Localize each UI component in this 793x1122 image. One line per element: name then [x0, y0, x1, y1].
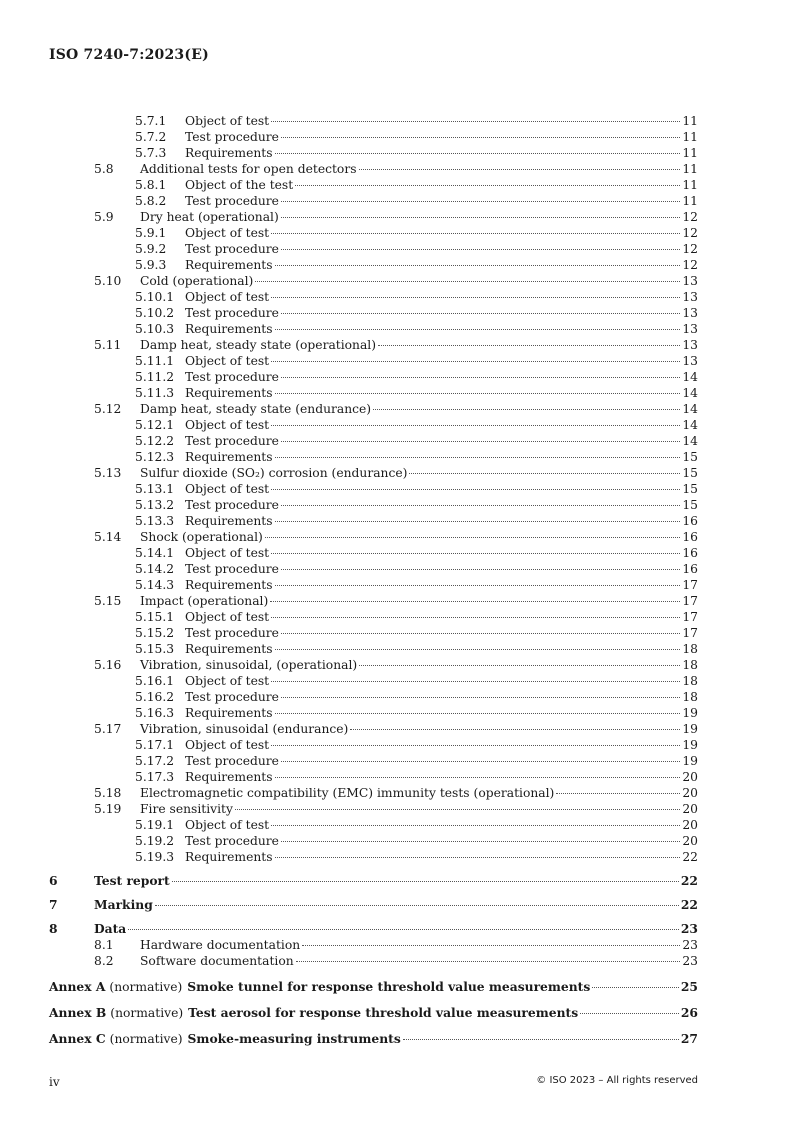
toc-entry[interactable] [135, 545, 698, 561]
toc-leader-dots [275, 521, 681, 522]
toc-entry-page: 14 [682, 418, 698, 432]
toc-entry-title: Test aerosol for response threshold value measurements [188, 1005, 579, 1020]
toc-entry-title: Requirements [185, 258, 273, 272]
toc-entry-title: Damp heat, steady state (operational) [140, 338, 377, 352]
toc-entry-page: 14 [682, 434, 698, 448]
toc-entry-page: 15 [682, 466, 698, 480]
toc-entry-title: Hardware documentation [140, 938, 301, 952]
toc-entry[interactable] [135, 417, 698, 433]
toc-entry-page: 16 [682, 562, 698, 576]
toc-entry-number: 5.16.3 [135, 706, 175, 720]
toc-entry-page: 20 [682, 770, 698, 784]
toc-entry-number: 5.12.2 [135, 434, 175, 448]
toc-entry-number: 5.8.1 [135, 178, 167, 192]
toc-entry-number: 5.10 [94, 274, 122, 288]
toc-leader-dots [281, 441, 680, 442]
toc-entry[interactable] [135, 129, 698, 145]
toc-entry[interactable] [135, 257, 698, 273]
toc-entry-number: 5.9.1 [135, 226, 167, 240]
toc-entry[interactable] [135, 113, 698, 129]
toc-entry-number: 5.15 [94, 594, 122, 608]
toc-entry-page: 15 [682, 450, 698, 464]
toc-entry-page: 11 [682, 130, 698, 144]
toc-leader-dots [281, 569, 680, 570]
toc-entry-title: Object of test [185, 226, 270, 240]
toc-entry[interactable] [135, 321, 698, 337]
toc-leader-dots [255, 281, 680, 282]
toc-leader-dots [271, 681, 680, 682]
toc-leader-dots [373, 409, 680, 410]
toc-entry[interactable] [135, 849, 698, 865]
toc-entry[interactable] [135, 289, 698, 305]
toc-entry-number: 7 [49, 897, 58, 912]
toc-entry-page: 13 [682, 322, 698, 336]
toc-entry-title: Cold (operational) [140, 274, 254, 288]
toc-entry-title: Object of test [185, 418, 270, 432]
toc-entry-number: 5.14.2 [135, 562, 175, 576]
toc-entry-number: 5.7.3 [135, 146, 167, 160]
toc-entry[interactable] [94, 161, 698, 177]
toc-entry-number: 5.10.2 [135, 306, 175, 320]
toc-entry-page: 18 [682, 642, 698, 656]
toc-leader-dots [275, 777, 681, 778]
toc-leader-dots [378, 345, 680, 346]
toc-entry[interactable] [94, 657, 698, 673]
toc-entry-number: 5.18 [94, 786, 122, 800]
toc-leader-dots [271, 297, 680, 298]
toc-entry-page: 27 [680, 1031, 698, 1046]
toc-entry-number: Annex B [49, 1005, 107, 1020]
toc-leader-dots [580, 1013, 679, 1014]
toc-entry-title: Requirements [185, 706, 273, 720]
toc-entry-number: 5.9.2 [135, 242, 167, 256]
toc-entry[interactable] [135, 513, 698, 529]
toc-entry[interactable] [135, 353, 698, 369]
toc-entry-number: 5.19.3 [135, 850, 175, 864]
toc-entry-number: 5.11.2 [135, 370, 175, 384]
toc-entry[interactable] [135, 673, 698, 689]
toc-entry-title: Additional tests for open detectors [140, 162, 357, 176]
toc-entry[interactable] [135, 369, 698, 385]
toc-entry-page: 23 [680, 921, 698, 936]
toc-entry[interactable] [49, 1005, 698, 1021]
toc-entry-number: 5.17 [94, 722, 122, 736]
toc-entry[interactable] [49, 897, 698, 913]
toc-entry[interactable] [135, 177, 698, 193]
toc-leader-dots [275, 393, 681, 394]
toc-entry-number: 8.2 [94, 954, 114, 968]
toc-entry[interactable] [135, 305, 698, 321]
toc-entry-title: Object of test [185, 354, 270, 368]
toc-entry-title: Requirements [185, 514, 273, 528]
toc-entry-number: 5.11.3 [135, 386, 175, 400]
toc-leader-dots [359, 665, 680, 666]
toc-entry[interactable] [135, 817, 698, 833]
toc-entry-number: 5.16.2 [135, 690, 175, 704]
toc-entry-title: Object of test [185, 114, 270, 128]
toc-entry-page: 19 [682, 754, 698, 768]
toc-entry-title: Requirements [185, 322, 273, 336]
toc-entry-page: 23 [682, 954, 698, 968]
toc-entry-title: Test procedure [185, 626, 279, 640]
toc-entry-number: 5.10.1 [135, 290, 175, 304]
toc-entry-number: 5.10.3 [135, 322, 175, 336]
toc-entry-title: Test procedure [185, 498, 279, 512]
toc-entry-title: Impact (operational) [140, 594, 269, 608]
toc-entry-number: 5.19.2 [135, 834, 175, 848]
toc-entry-qualifier: (normative) [109, 1032, 183, 1046]
toc-entry-page: 11 [682, 162, 698, 176]
toc-leader-dots [265, 537, 681, 538]
toc-entry-title: Requirements [185, 450, 273, 464]
toc-entry-page: 12 [682, 210, 698, 224]
toc-entry-page: 18 [682, 674, 698, 688]
toc-leader-dots [281, 697, 680, 698]
toc-entry-page: 16 [682, 530, 698, 544]
toc-entry-title: Requirements [185, 146, 273, 160]
toc-entry-page: 17 [682, 594, 698, 608]
toc-entry-page: 16 [682, 546, 698, 560]
toc-entry-page: 18 [682, 690, 698, 704]
toc-entry-title: Object of test [185, 546, 270, 560]
toc-leader-dots [295, 185, 680, 186]
toc-entry-page: 12 [682, 242, 698, 256]
toc-entry[interactable] [135, 145, 698, 161]
toc-entry-number: 5.19 [94, 802, 122, 816]
toc-entry-title: Sulfur dioxide (SO₂) corrosion (endurance) [140, 466, 408, 480]
toc-entry-title: Requirements [185, 642, 273, 656]
toc-entry[interactable] [94, 529, 698, 545]
page-number: iv [49, 1075, 60, 1089]
toc-entry[interactable] [94, 401, 698, 417]
toc-entry-title: Test procedure [185, 754, 279, 768]
toc-leader-dots [281, 505, 680, 506]
toc-entry[interactable] [135, 641, 698, 657]
toc-entry-page: 19 [682, 722, 698, 736]
toc-leader-dots [275, 649, 681, 650]
toc-entry[interactable] [135, 193, 698, 209]
toc-entry-number: 5.12.3 [135, 450, 175, 464]
toc-leader-dots [275, 857, 681, 858]
toc-entry-title: Test procedure [185, 690, 279, 704]
toc-entry-title: Dry heat (operational) [140, 210, 279, 224]
toc-entry-page: 15 [682, 482, 698, 496]
toc-leader-dots [271, 553, 680, 554]
toc-entry-page: 17 [682, 610, 698, 624]
toc-entry-title: Vibration, sinusoidal (endurance) [140, 722, 349, 736]
toc-entry-title: Electromagnetic compatibility (EMC) immunity tests (operational) [140, 786, 555, 800]
toc-entry-number: 5.8 [94, 162, 114, 176]
toc-entry-page: 15 [682, 498, 698, 512]
copyright-notice: © ISO 2023 – All rights reserved [536, 1075, 698, 1086]
toc-entry[interactable] [49, 979, 698, 995]
toc-leader-dots [403, 1039, 679, 1040]
toc-entry-title: Test procedure [185, 434, 279, 448]
toc-entry-title: Test procedure [185, 194, 279, 208]
toc-leader-dots [271, 425, 680, 426]
toc-entry-number: 5.9 [94, 210, 114, 224]
toc-leader-dots [275, 457, 681, 458]
toc-leader-dots [592, 987, 679, 988]
toc-entry-page: 26 [680, 1005, 698, 1020]
toc-entry[interactable] [94, 273, 698, 289]
toc-leader-dots [275, 265, 681, 266]
toc-entry[interactable] [135, 625, 698, 641]
toc-entry[interactable] [94, 593, 698, 609]
toc-entry-title: Requirements [185, 578, 273, 592]
toc-entry-page: 11 [682, 114, 698, 128]
toc-leader-dots [271, 361, 680, 362]
toc-entry-title: Requirements [185, 850, 273, 864]
toc-leader-dots [281, 633, 680, 634]
toc-entry-number: 5.14.3 [135, 578, 175, 592]
toc-entry-page: 17 [682, 578, 698, 592]
toc-entry-title: Fire sensitivity [140, 802, 233, 816]
toc-entry[interactable] [135, 833, 698, 849]
toc-entry[interactable] [94, 209, 698, 225]
toc-leader-dots [281, 377, 680, 378]
toc-leader-dots [271, 745, 680, 746]
toc-entry-number: 5.7.2 [135, 130, 167, 144]
toc-entry-page: 13 [682, 354, 698, 368]
toc-entry-page: 14 [682, 402, 698, 416]
toc-entry-number: 5.17.3 [135, 770, 175, 784]
toc-leader-dots [172, 881, 679, 882]
toc-entry-page: 11 [682, 194, 698, 208]
toc-leader-dots [155, 905, 679, 906]
toc-entry-page: 12 [682, 226, 698, 240]
toc-leader-dots [275, 153, 681, 154]
toc-entry-number: 5.14 [94, 530, 122, 544]
toc-entry-title: Test report [94, 873, 170, 888]
toc-entry[interactable] [135, 225, 698, 241]
toc-leader-dots [281, 313, 680, 314]
toc-entry-title: Object of test [185, 482, 270, 496]
toc-entry-title: Test procedure [185, 306, 279, 320]
toc-entry-number: 5.11 [94, 338, 122, 352]
toc-entry-page: 11 [682, 178, 698, 192]
toc-entry[interactable] [135, 497, 698, 513]
toc-entry-number: 5.12.1 [135, 418, 175, 432]
toc-entry-page: 20 [682, 786, 698, 800]
toc-leader-dots [281, 137, 680, 138]
toc-entry-page: 13 [682, 306, 698, 320]
toc-leader-dots [271, 233, 680, 234]
toc-entry-page: 22 [680, 897, 698, 912]
toc-entry[interactable] [49, 1031, 698, 1047]
toc-leader-dots [296, 961, 681, 962]
toc-leader-dots [350, 729, 680, 730]
toc-leader-dots [271, 121, 680, 122]
toc-entry-number: 5.13.2 [135, 498, 175, 512]
toc-entry-number: 8 [49, 921, 58, 936]
toc-entry[interactable] [135, 769, 698, 785]
toc-entry-page: 11 [682, 146, 698, 160]
toc-entry-title: Test procedure [185, 834, 279, 848]
toc-entry-page: 13 [682, 290, 698, 304]
toc-entry-page: 14 [682, 386, 698, 400]
toc-entry-number: 6 [49, 873, 58, 888]
toc-entry-title: Shock (operational) [140, 530, 263, 544]
toc-leader-dots [281, 201, 680, 202]
toc-entry[interactable] [49, 873, 698, 889]
toc-leader-dots [275, 585, 681, 586]
toc-entry[interactable] [135, 561, 698, 577]
toc-entry[interactable] [135, 689, 698, 705]
toc-entry[interactable] [135, 705, 698, 721]
toc-entry-page: 16 [682, 514, 698, 528]
toc-entry-number: 5.17.1 [135, 738, 175, 752]
toc-entry-number: 5.12 [94, 402, 122, 416]
toc-leader-dots [281, 217, 681, 218]
toc-entry-page: 23 [682, 938, 698, 952]
toc-leader-dots [281, 249, 680, 250]
toc-entry-title: Data [94, 921, 127, 936]
toc-entry-title: Object of test [185, 610, 270, 624]
toc-entry-page: 22 [682, 850, 698, 864]
toc-entry-page: 20 [682, 818, 698, 832]
toc-entry-page: 12 [682, 258, 698, 272]
toc-leader-dots [235, 809, 680, 810]
toc-entry-number: 5.15.3 [135, 642, 175, 656]
toc-entry-page: 20 [682, 834, 698, 848]
toc-entry-qualifier: (normative) [110, 1006, 184, 1020]
toc-entry[interactable] [94, 465, 698, 481]
toc-entry-number: 5.19.1 [135, 818, 175, 832]
toc-entry-title: Test procedure [185, 370, 279, 384]
toc-entry[interactable] [135, 737, 698, 753]
toc-entry-title: Object of test [185, 818, 270, 832]
toc-leader-dots [281, 841, 680, 842]
toc-entry-page: 13 [682, 338, 698, 352]
toc-entry-page: 22 [680, 873, 698, 888]
toc-entry-number: 5.11.1 [135, 354, 175, 368]
toc-entry[interactable] [135, 433, 698, 449]
toc-entry[interactable] [94, 785, 698, 801]
toc-entry-title: Object of the test [185, 178, 294, 192]
toc-entry-title: Test procedure [185, 562, 279, 576]
toc-entry[interactable] [94, 937, 698, 953]
toc-entry-title: Software documentation [140, 954, 294, 968]
toc-entry-page: 25 [680, 979, 698, 994]
toc-entry-page: 14 [682, 370, 698, 384]
toc-entry-number: 5.9.3 [135, 258, 167, 272]
toc-entry-page: 13 [682, 274, 698, 288]
toc-leader-dots [409, 473, 680, 474]
toc-entry[interactable] [135, 385, 698, 401]
toc-entry-number: 5.7.1 [135, 114, 167, 128]
toc-entry-title: Smoke-measuring instruments [187, 1031, 401, 1046]
toc-leader-dots [275, 713, 681, 714]
toc-entry-number: 5.13.1 [135, 482, 175, 496]
toc-entry[interactable] [135, 481, 698, 497]
toc-leader-dots [128, 929, 679, 930]
toc-entry-title: Vibration, sinusoidal, (operational) [140, 658, 358, 672]
toc-entry-title: Test procedure [185, 242, 279, 256]
toc-leader-dots [270, 601, 680, 602]
toc-entry-number: 5.15.1 [135, 610, 175, 624]
toc-entry-qualifier: (normative) [109, 980, 183, 994]
toc-entry-page: 20 [682, 802, 698, 816]
toc-entry-number: Annex A [49, 979, 106, 994]
toc-entry-title: Smoke tunnel for response threshold value measurements [187, 979, 591, 994]
toc-entry-title: Object of test [185, 738, 270, 752]
toc-entry[interactable] [94, 721, 698, 737]
toc-leader-dots [271, 617, 680, 618]
toc-entry-page: 17 [682, 626, 698, 640]
toc-leader-dots [359, 169, 681, 170]
toc-entry-title: Requirements [185, 770, 273, 784]
toc-entry-page: 18 [682, 658, 698, 672]
toc-entry-number: 5.16 [94, 658, 122, 672]
toc-entry-title: Object of test [185, 674, 270, 688]
toc-leader-dots [275, 329, 681, 330]
toc-entry[interactable] [49, 921, 698, 937]
toc-entry-number: 8.1 [94, 938, 114, 952]
toc-entry-number: 5.8.2 [135, 194, 167, 208]
toc-leader-dots [271, 825, 680, 826]
toc-entry-number: 5.13 [94, 466, 122, 480]
toc-entry-number: 5.16.1 [135, 674, 175, 688]
toc-leader-dots [556, 793, 680, 794]
toc-entry[interactable] [94, 801, 698, 817]
toc-entry[interactable] [135, 577, 698, 593]
toc-entry-number: 5.17.2 [135, 754, 175, 768]
toc-entry-title: Test procedure [185, 130, 279, 144]
toc-entry-page: 19 [682, 738, 698, 752]
toc-entry[interactable] [135, 609, 698, 625]
toc-entry-title: Marking [94, 897, 153, 912]
toc-entry[interactable] [135, 753, 698, 769]
toc-entry-number: 5.14.1 [135, 546, 175, 560]
toc-entry-title: Object of test [185, 290, 270, 304]
toc-leader-dots [281, 761, 680, 762]
toc-entry[interactable] [94, 953, 698, 969]
toc-leader-dots [302, 945, 680, 946]
toc-entry-number: Annex C [49, 1031, 106, 1046]
toc-entry-page: 19 [682, 706, 698, 720]
toc-leader-dots [271, 489, 680, 490]
toc-entry-title: Requirements [185, 386, 273, 400]
toc-entry-title: Damp heat, steady state (endurance) [140, 402, 372, 416]
toc-entry[interactable] [135, 241, 698, 257]
toc-entry-number: 5.15.2 [135, 626, 175, 640]
document-id: ISO 7240-7:2023(E) [49, 47, 209, 63]
toc-entry[interactable] [135, 449, 698, 465]
toc-entry[interactable] [94, 337, 698, 353]
toc-entry-number: 5.13.3 [135, 514, 175, 528]
